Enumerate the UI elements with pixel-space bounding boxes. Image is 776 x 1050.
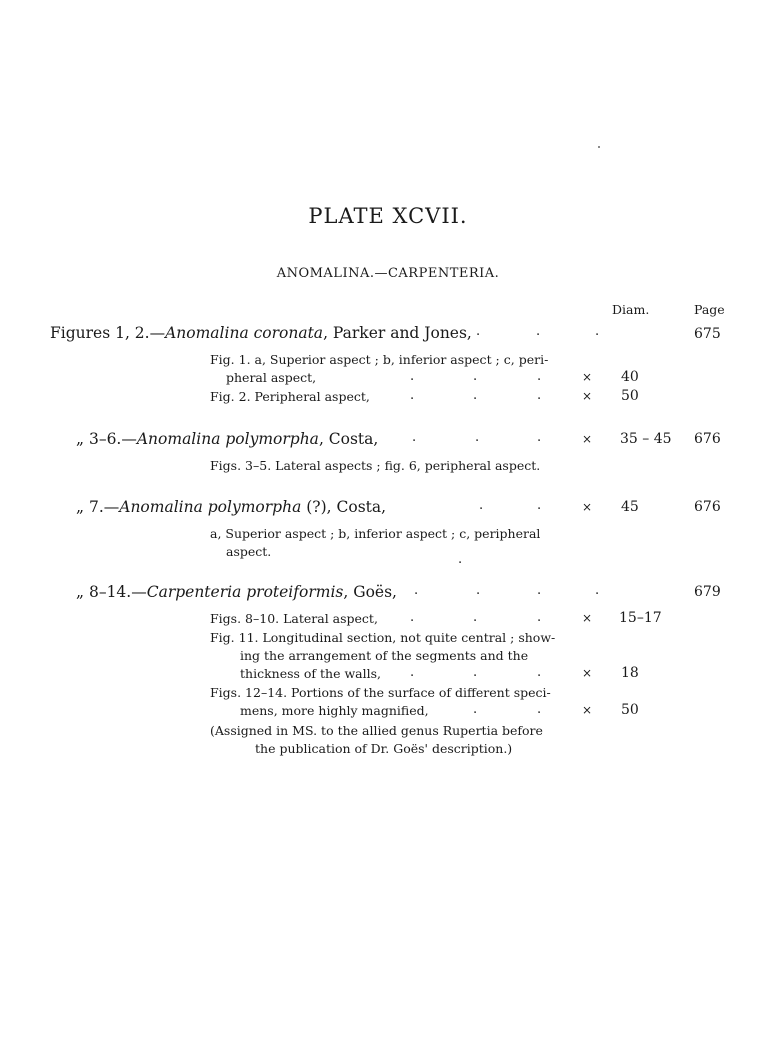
entry-heading bbox=[76, 583, 397, 601]
leader-dot: . bbox=[473, 702, 478, 717]
diameter-value: 45 bbox=[621, 499, 639, 515]
figure-detail: Fig. 1. a, Superior aspect ; b, inferior aspect ; c, peri- bbox=[210, 352, 549, 367]
leader-dot: . bbox=[536, 324, 541, 339]
leader-dot: . bbox=[479, 498, 484, 513]
entry-prefix: „ 7.— bbox=[76, 498, 120, 516]
leader-dot: . bbox=[473, 665, 478, 680]
diameter-value: 35 – 45 bbox=[620, 431, 672, 447]
diameter-value: 15–17 bbox=[619, 610, 662, 626]
figure-detail: a, Superior aspect ; b, inferior aspect ; c, peripheral bbox=[210, 526, 541, 541]
figure-detail-cont: mens, more highly magnified, bbox=[240, 703, 429, 718]
plate-title: PLATE XCVII. bbox=[308, 204, 468, 228]
page-speck bbox=[598, 146, 600, 148]
leader-dot: . bbox=[537, 388, 542, 403]
leader-dot: . bbox=[410, 369, 415, 384]
entry-prefix: „ 3–6.— bbox=[76, 430, 137, 448]
magnification-sign: × bbox=[582, 611, 593, 625]
species-authority: , Goës, bbox=[343, 583, 397, 601]
leader-dot: . bbox=[537, 498, 542, 513]
leader-dot: . bbox=[537, 583, 542, 598]
leader-dot: . bbox=[473, 610, 478, 625]
species-authority: (?), Costa, bbox=[301, 498, 387, 516]
leader-dot: . bbox=[476, 583, 481, 598]
section-subtitle: ANOMALINA.—CARPENTERIA. bbox=[276, 266, 500, 281]
magnification-sign: × bbox=[582, 500, 593, 514]
leader-dot: . bbox=[595, 324, 600, 339]
figure-detail: Fig. 2. Peripheral aspect, bbox=[210, 389, 370, 404]
leader-dot: . bbox=[410, 665, 415, 680]
figure-detail-cont: pheral aspect, bbox=[226, 370, 317, 385]
assignment-note-cont: the publication of Dr. Goës' description.) bbox=[255, 741, 513, 756]
magnification-sign: × bbox=[582, 389, 593, 403]
page-column-header: Page bbox=[694, 302, 725, 317]
figure-detail: Figs. 3–5. Lateral aspects ; fig. 6, peripheral aspect. bbox=[210, 458, 541, 473]
entry-prefix: „ 8–14.— bbox=[76, 583, 147, 601]
leader-dot: . bbox=[475, 430, 480, 445]
figure-detail: Figs. 12–14. Portions of the surface of different speci- bbox=[210, 685, 551, 700]
entry-prefix: Figures 1, 2.— bbox=[50, 324, 166, 342]
species-name: Carpenteria proteiformis bbox=[146, 583, 344, 601]
figure-detail: Fig. 11. Longitudinal section, not quite central ; show- bbox=[210, 630, 556, 645]
entry-heading bbox=[76, 498, 386, 516]
leader-dot: . bbox=[473, 388, 478, 403]
figure-detail-cont: thickness of the walls, bbox=[240, 666, 382, 681]
leader-dot: . bbox=[476, 324, 481, 339]
leader-dot: . bbox=[537, 665, 542, 680]
magnification-sign: × bbox=[582, 432, 593, 446]
species-name: Anomalina polymorpha bbox=[136, 430, 319, 448]
leader-dot: . bbox=[473, 369, 478, 384]
leader-dot: . bbox=[537, 610, 542, 625]
leader-dot: . bbox=[537, 702, 542, 717]
entry-heading bbox=[50, 324, 472, 342]
diameter-value: 50 bbox=[621, 388, 639, 404]
leader-dot: . bbox=[410, 388, 415, 403]
leader-dot: . bbox=[537, 430, 542, 445]
page-number: 679 bbox=[694, 584, 721, 600]
diameter-value: 50 bbox=[621, 702, 639, 718]
figure-detail-cont: ing the arrangement of the segments and the bbox=[240, 648, 529, 663]
species-name: Anomalina coronata bbox=[165, 324, 324, 342]
page-number: 676 bbox=[694, 431, 721, 447]
leader-dot: . bbox=[412, 430, 417, 445]
assignment-note: (Assigned in MS. to the allied genus Rupertia before bbox=[210, 723, 543, 738]
species-authority: , Parker and Jones, bbox=[323, 324, 472, 342]
leader-dot: . bbox=[410, 610, 415, 625]
magnification-sign: × bbox=[582, 703, 593, 717]
page-number: 675 bbox=[694, 326, 721, 342]
leader-dot: . bbox=[458, 552, 463, 567]
species-name: Anomalina polymorpha bbox=[119, 498, 302, 516]
diameter-value: 40 bbox=[621, 369, 639, 385]
species-authority: , Costa, bbox=[318, 430, 379, 448]
diam-column-header: Diam. bbox=[612, 302, 650, 317]
leader-dot: . bbox=[595, 583, 600, 598]
leader-dot: . bbox=[537, 369, 542, 384]
figure-detail: Figs. 8–10. Lateral aspect, bbox=[210, 611, 378, 626]
entry-heading bbox=[76, 430, 378, 448]
page-number: 676 bbox=[694, 499, 721, 515]
diameter-value: 18 bbox=[621, 665, 639, 681]
leader-dot: . bbox=[414, 583, 419, 598]
figure-detail-cont: aspect. bbox=[226, 544, 272, 559]
magnification-sign: × bbox=[582, 370, 593, 384]
magnification-sign: × bbox=[582, 666, 593, 680]
